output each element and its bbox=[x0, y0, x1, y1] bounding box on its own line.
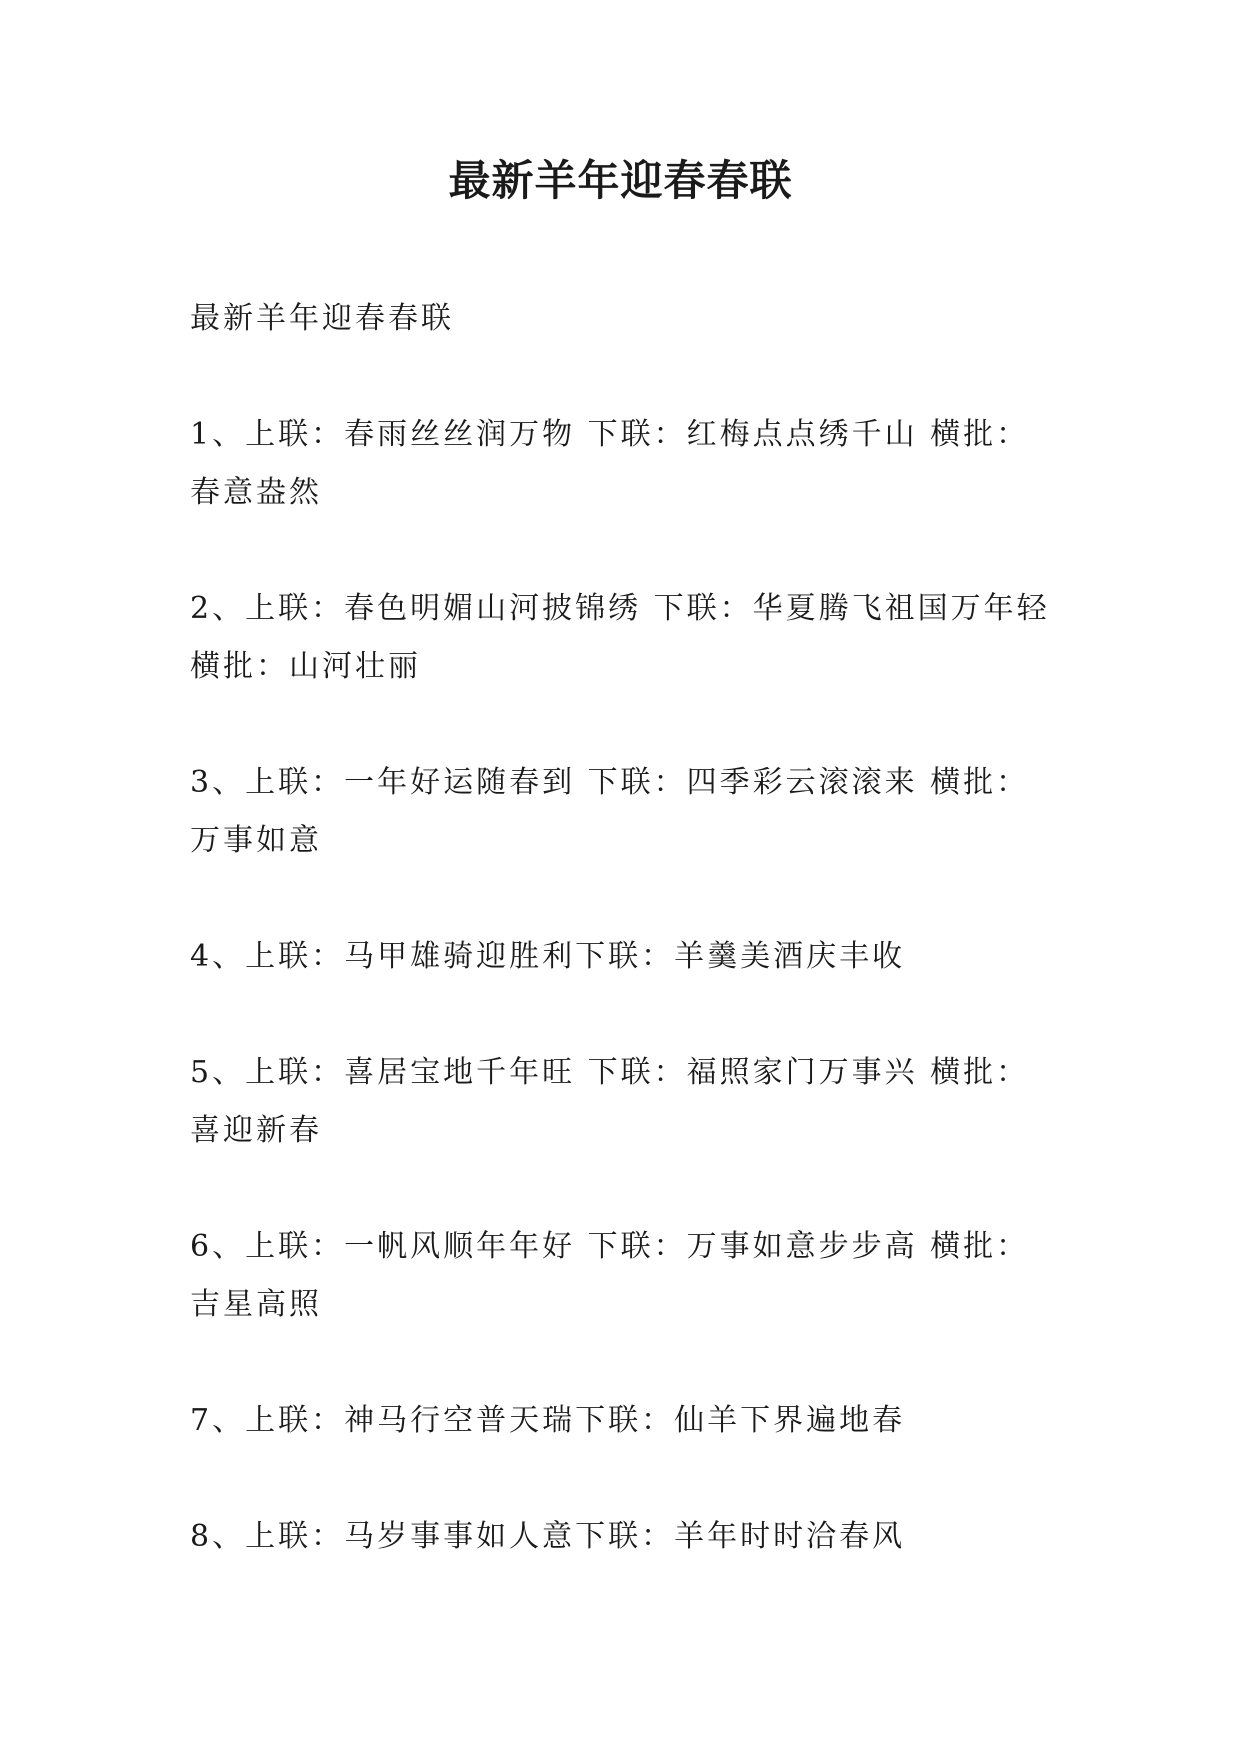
document-title: 最新羊年迎春春联 bbox=[448, 156, 793, 205]
document-body bbox=[190, 290, 1060, 1624]
couplet-item-8: 8、上联：马岁事事如人意下联：羊年时时洽春风 bbox=[190, 1519, 906, 1554]
couplet-item-3: 3、上联：一年好运随春到 下联：四季彩云滚滚来 横批：万事如意 bbox=[190, 765, 1030, 858]
couplet-item-6: 6、上联：一帆风顺年年好 下联：万事如意步步高 横批：吉星高照 bbox=[190, 1229, 1030, 1322]
couplet-item-1: 1、上联：春雨丝丝润万物 下联：红梅点点绣千山 横批：春意盎然 bbox=[190, 417, 1030, 510]
couplet-item-4: 4、上联：马甲雄骑迎胜利下联：羊羹美酒庆丰收 bbox=[190, 939, 906, 974]
couplet-item-5: 5、上联：喜居宝地千年旺 下联：福照家门万事兴 横批：喜迎新春 bbox=[190, 1055, 1030, 1148]
intro-paragraph: 最新羊年迎春春联 bbox=[190, 301, 454, 336]
couplet-item-2: 2、上联：春色明媚山河披锦绣 下联：华夏腾飞祖国万年轻 横批：山河壮丽 bbox=[190, 591, 1050, 684]
couplet-item-7: 7、上联：神马行空普天瑞下联：仙羊下界遍地春 bbox=[190, 1403, 906, 1438]
